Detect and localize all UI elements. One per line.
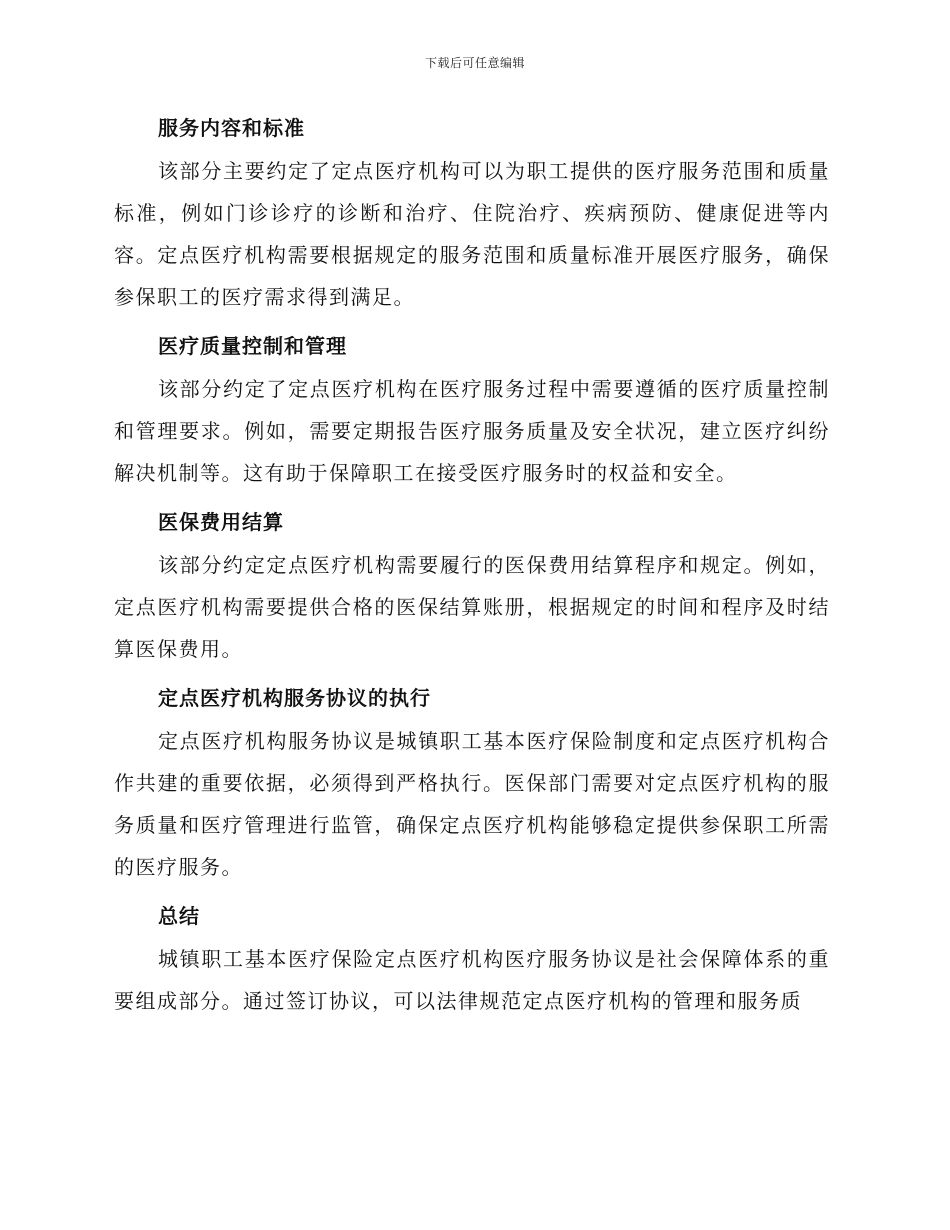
section-paragraph: 该部分约定定点医疗机构需要履行的医保费用结算程序和规定。例如，定点医疗机构需要提供合格的医保结算账册，根据规定的时间和程序及时结算医保费用。 (114, 553, 830, 661)
section-quality-control (114, 326, 830, 494)
section-heading: 总结 (158, 904, 200, 928)
section-paragraph: 该部分约定了定点医疗机构在医疗服务过程中需要遵循的医疗质量控制和管理要求。例如，需要定期报告医疗服务质量及安全状况，建立医疗纠纷解决机制等。这有助于保障职工在接受医疗服务时的权益和安全。 (114, 377, 830, 485)
section-heading: 医疗质量控制和管理 (158, 334, 347, 358)
section-paragraph: 城镇职工基本医疗保险定点医疗机构医疗服务协议是社会保障体系的重要组成部分。通过签订协议，可以法律规范定点医疗机构的管理和服务质 (114, 947, 830, 1013)
section-agreement-execution (114, 678, 830, 888)
section-heading: 医保费用结算 (158, 510, 284, 534)
document-body (114, 108, 830, 1030)
section-service-content (114, 108, 830, 318)
section-heading: 服务内容和标准 (158, 116, 305, 140)
section-paragraph: 该部分主要约定了定点医疗机构可以为职工提供的医疗服务范围和质量标准，例如门诊诊疗的诊断和治疗、住院治疗、疾病预防、健康促进等内容。定点医疗机构需要根据规定的服务范围和质量标准开展医疗服务，确保参保职工的医疗需求得到满足。 (114, 159, 830, 309)
section-summary (114, 896, 830, 1022)
header-note: 下载后可任意编辑 (424, 56, 525, 70)
section-heading: 定点医疗机构服务协议的执行 (158, 686, 431, 710)
section-paragraph: 定点医疗机构服务协议是城镇职工基本医疗保险制度和定点医疗机构合作共建的重要依据，必须得到严格执行。医保部门需要对定点医疗机构的服务质量和医疗管理进行监管，确保定点医疗机构能够稳定提供参保职工所需的医疗服务。 (114, 729, 830, 879)
section-fee-settlement (114, 502, 830, 670)
